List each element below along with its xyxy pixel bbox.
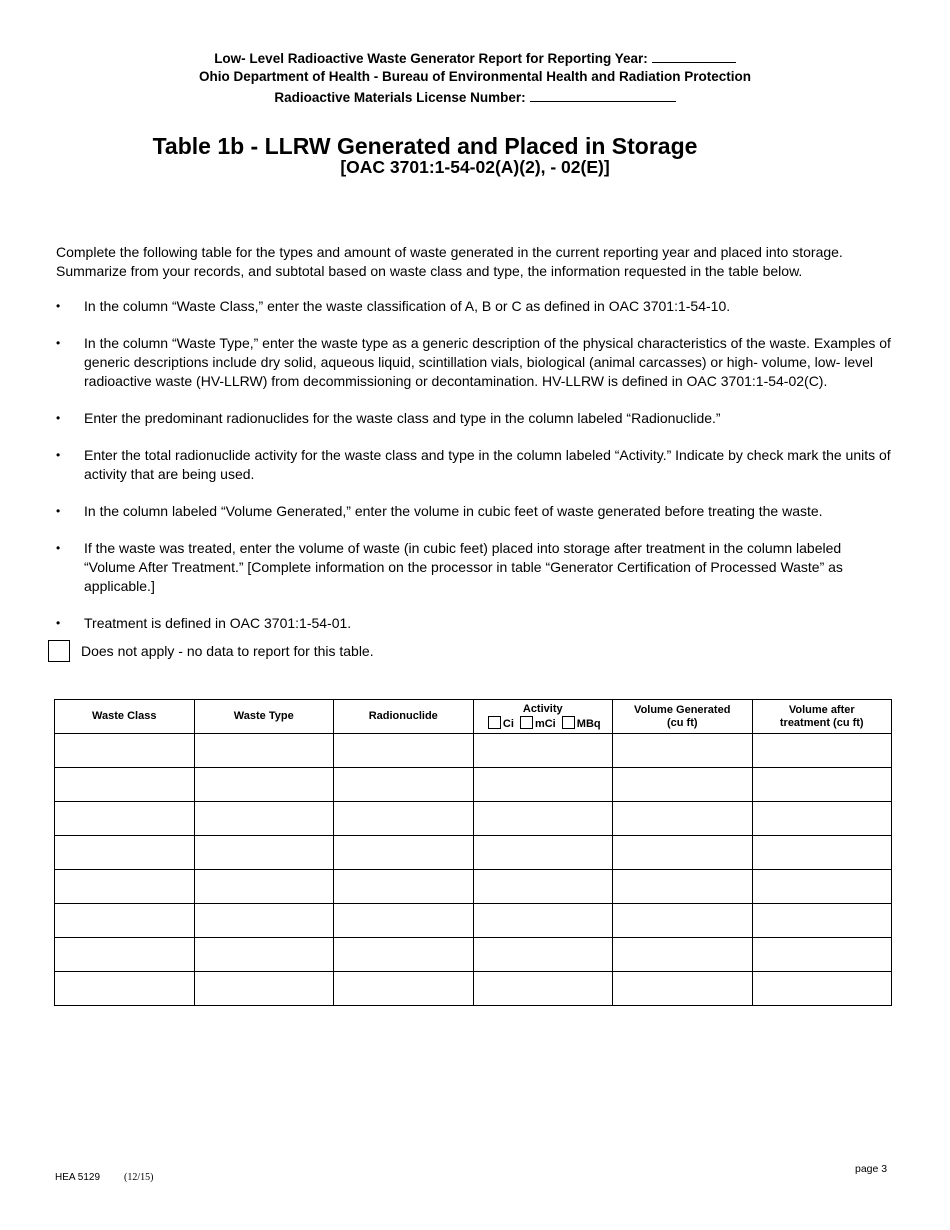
volume-generated-cell[interactable] xyxy=(613,972,753,1006)
reporting-year-field[interactable] xyxy=(652,50,736,63)
bullet-icon: • xyxy=(56,541,61,555)
activity-cell[interactable] xyxy=(473,734,613,768)
col-volume-generated: Volume Generated (cu ft) xyxy=(613,700,753,734)
bullet-icon: • xyxy=(56,299,61,313)
table-row xyxy=(55,734,892,768)
not-applicable-checkbox[interactable] xyxy=(48,640,70,662)
volume-generated-cell[interactable] xyxy=(613,938,753,972)
page-number: page 3 xyxy=(855,1163,888,1175)
table-header-row xyxy=(55,700,892,734)
activity-cell[interactable] xyxy=(473,938,613,972)
waste-table xyxy=(54,699,892,1006)
waste-class-cell[interactable] xyxy=(55,802,195,836)
radionuclide-cell[interactable] xyxy=(334,938,474,972)
unit-mbq-checkbox[interactable] xyxy=(562,716,575,729)
license-number-field[interactable] xyxy=(530,89,676,102)
page-title: Table 1b - LLRW Generated and Placed in Storage xyxy=(152,133,698,159)
waste-class-cell[interactable] xyxy=(55,870,195,904)
waste-type-cell[interactable] xyxy=(194,836,334,870)
waste-type-cell[interactable] xyxy=(194,972,334,1006)
waste-type-cell[interactable] xyxy=(194,734,334,768)
activity-cell[interactable] xyxy=(473,870,613,904)
volume-generated-cell[interactable] xyxy=(613,904,753,938)
activity-cell[interactable] xyxy=(473,904,613,938)
waste-type-cell[interactable] xyxy=(194,870,334,904)
table-row xyxy=(55,768,892,802)
radionuclide-cell[interactable] xyxy=(334,734,474,768)
department-line xyxy=(0,69,950,84)
radionuclide-cell[interactable] xyxy=(334,904,474,938)
license-number-line xyxy=(0,89,950,105)
radionuclide-cell[interactable] xyxy=(334,836,474,870)
waste-type-cell[interactable] xyxy=(194,904,334,938)
list-item: • Enter the predominant radionuclides for the waste class and type in the column labeled “Radionuclide.” xyxy=(56,410,721,426)
col-volume-after-treatment: Volume after treatment (cu ft) xyxy=(752,700,892,734)
list-item: • In the column “Waste Class,” enter the waste classification of A, B or C as defined in OAC 3701:1-54-10. xyxy=(56,298,731,314)
waste-type-cell[interactable] xyxy=(194,802,334,836)
volume-generated-cell[interactable] xyxy=(613,870,753,904)
unit-mbq-label: MBq xyxy=(576,717,601,730)
activity-cell[interactable] xyxy=(473,802,613,836)
volume-after-cell[interactable] xyxy=(752,938,892,972)
table-row xyxy=(55,870,892,904)
unit-mci-checkbox[interactable] xyxy=(520,716,533,729)
instruction-list xyxy=(56,297,896,651)
col-activity xyxy=(473,700,613,734)
waste-class-cell[interactable] xyxy=(55,734,195,768)
volume-after-cell[interactable] xyxy=(752,768,892,802)
list-item: • Treatment is defined in OAC 3701:1-54-01. xyxy=(56,615,352,631)
table-row xyxy=(55,938,892,972)
radionuclide-cell[interactable] xyxy=(334,768,474,802)
waste-class-cell[interactable] xyxy=(55,768,195,802)
reporting-year-line xyxy=(0,50,950,66)
volume-after-cell[interactable] xyxy=(752,802,892,836)
activity-cell[interactable] xyxy=(473,972,613,1006)
waste-class-cell[interactable] xyxy=(55,836,195,870)
activity-label: Activity xyxy=(522,702,563,715)
col-radionuclide: Radionuclide xyxy=(334,700,474,734)
bullet-icon: • xyxy=(56,411,61,425)
radionuclide-cell[interactable] xyxy=(334,870,474,904)
radionuclide-cell[interactable] xyxy=(334,802,474,836)
unit-mci-label: mCi xyxy=(534,717,556,730)
not-applicable-label: Does not apply - no data to report for this table. xyxy=(81,643,374,659)
table-row xyxy=(55,802,892,836)
list-item: • Enter the total radionuclide activity for the waste class and type in the column labeled “Activity.” Indicate by check mark the units of activity that are being used. xyxy=(56,447,891,482)
bullet-icon: • xyxy=(56,336,61,350)
department-name: Ohio Department of Health - Bureau of Environmental Health and Radiation Protection xyxy=(198,69,752,84)
activity-cell[interactable] xyxy=(473,836,613,870)
page-subtitle: [OAC 3701:1-54-02(A)(2), - 02(E)] xyxy=(340,157,610,177)
volume-generated-cell[interactable] xyxy=(613,768,753,802)
bullet-icon: • xyxy=(56,504,61,518)
unit-ci-checkbox[interactable] xyxy=(488,716,501,729)
waste-class-cell[interactable] xyxy=(55,904,195,938)
radionuclide-cell[interactable] xyxy=(334,972,474,1006)
volume-generated-cell[interactable] xyxy=(613,836,753,870)
table-row xyxy=(55,836,892,870)
bullet-icon: • xyxy=(56,448,61,462)
volume-generated-cell[interactable] xyxy=(613,802,753,836)
table-row xyxy=(55,972,892,1006)
col-waste-class: Waste Class xyxy=(55,700,195,734)
list-item: • In the column “Waste Type,” enter the waste type as a generic description of the physical characteristics of the waste. Examples of generic descriptions include dry solid, aqueous liquid, scintillation vials, biological (animal carcasses) or high- volume, low- level radioactive waste (HV-LLRW) from decommissioning or decontamination. HV-LLRW is defined in OAC 3701:1-54-02(C). xyxy=(56,335,891,389)
col-waste-type: Waste Type xyxy=(194,700,334,734)
form-id xyxy=(55,1172,154,1183)
license-number-label: Radioactive Materials License Number: xyxy=(274,90,526,105)
table-body xyxy=(55,734,892,1006)
waste-class-cell[interactable] xyxy=(55,972,195,1006)
reporting-year-label: Low- Level Radioactive Waste Generator Report for Reporting Year: xyxy=(214,51,648,66)
list-item: • In the column labeled “Volume Generated,” enter the volume in cubic feet of waste generated before treating the waste. xyxy=(56,503,823,519)
volume-after-cell[interactable] xyxy=(752,972,892,1006)
volume-generated-cell[interactable] xyxy=(613,734,753,768)
waste-class-cell[interactable] xyxy=(55,938,195,972)
bullet-icon: • xyxy=(56,616,61,630)
activity-units xyxy=(474,716,613,731)
volume-after-cell[interactable] xyxy=(752,904,892,938)
activity-cell[interactable] xyxy=(473,768,613,802)
form-date: (12/15) xyxy=(124,1172,154,1183)
volume-after-cell[interactable] xyxy=(752,836,892,870)
waste-type-cell[interactable] xyxy=(194,938,334,972)
instructions-intro: Complete the following table for the types and amount of waste generated in the current reporting year and placed into storage. Summarize from your records, and subtotal based on waste class and type, the information requested in the table below. xyxy=(56,244,843,279)
form-number: HEA 5129 xyxy=(55,1172,101,1183)
unit-ci-label: Ci xyxy=(502,717,514,730)
waste-type-cell[interactable] xyxy=(194,768,334,802)
list-item: • If the waste was treated, enter the volume of waste (in cubic feet) placed into storage after treatment in the column labeled “Volume After Treatment.” [Complete information on the processor in table “Generator Certification of Processed Waste” as applicable.] xyxy=(56,540,843,594)
volume-after-cell[interactable] xyxy=(752,870,892,904)
table-row xyxy=(55,904,892,938)
volume-after-cell[interactable] xyxy=(752,734,892,768)
